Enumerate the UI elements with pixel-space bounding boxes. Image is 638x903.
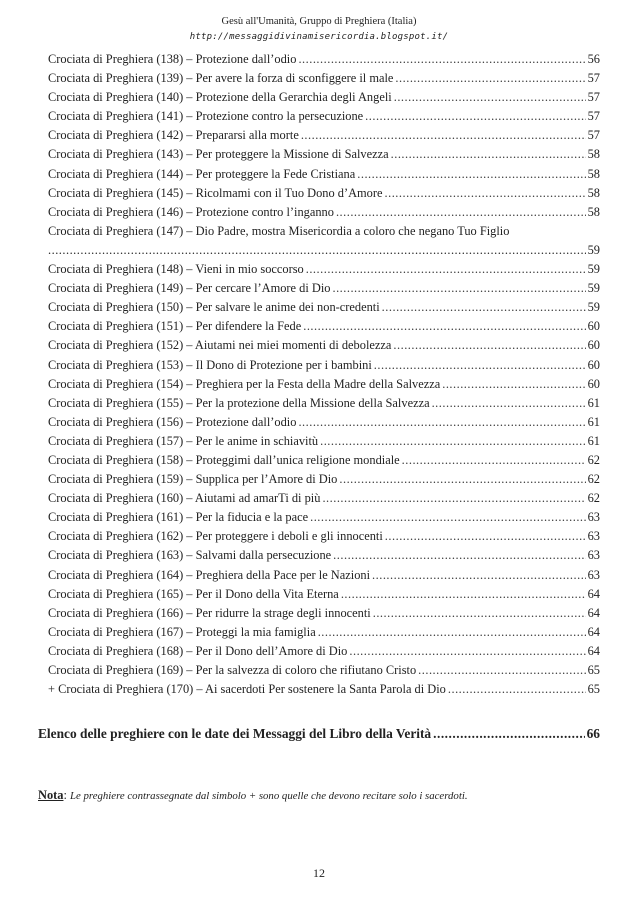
dot-leader xyxy=(48,243,586,258)
toc-entry-page: 56 xyxy=(587,52,600,66)
dot-leader xyxy=(393,338,585,353)
toc-entry-title: Crociata di Preghiera (150) – Per salvare le anime dei non-credenti xyxy=(48,300,380,315)
section-entry xyxy=(38,726,600,742)
toc-entry-page: 59 xyxy=(587,281,600,296)
toc-entry-title: Crociata di Preghiera (144) – Per proteggere la Fede Cristiana xyxy=(48,166,356,181)
toc-entry-title: Crociata di Preghiera (140) – Protezione della Gerarchia degli Angeli xyxy=(48,90,392,105)
toc-entry-title: Crociata di Preghiera (158) – Proteggimi dall’unica religione mondiale xyxy=(48,452,400,467)
toc-entry xyxy=(48,663,600,682)
toc-entry xyxy=(48,224,600,243)
toc-entry-page: 58 xyxy=(587,204,600,219)
toc-entry-page: 65 xyxy=(587,682,600,697)
dot-leader xyxy=(320,434,586,449)
toc-entry-title: Crociata di Preghiera (151) – Per difendere la Fede xyxy=(48,319,302,334)
dot-leader xyxy=(382,300,586,315)
dot-leader xyxy=(448,682,586,697)
dot-leader xyxy=(306,262,586,277)
toc-entry-page: 59 xyxy=(587,242,600,257)
section-title: Elenco delle preghiere con le date dei Messaggi del Libro della Verità xyxy=(38,726,432,741)
toc-entry-title: Crociata di Preghiera (157) – Per le anime in schiavitù xyxy=(48,433,319,448)
toc-entry xyxy=(48,281,600,300)
toc-entry xyxy=(48,587,600,606)
dot-leader xyxy=(402,453,586,468)
dot-leader xyxy=(385,529,586,544)
toc-entry xyxy=(48,491,600,510)
toc-entry-page: 64 xyxy=(587,586,600,601)
toc-entry xyxy=(48,358,600,377)
toc-entry-page: 61 xyxy=(587,433,600,448)
toc-entry-page: 64 xyxy=(587,643,600,658)
toc-entry-page: 58 xyxy=(587,147,600,162)
toc-entry xyxy=(48,109,600,128)
toc-entry xyxy=(48,128,600,147)
dot-leader xyxy=(432,396,586,411)
toc-entry-title: Crociata di Preghiera (154) – Preghiera per la Festa della Madre della Salvezza xyxy=(48,376,441,391)
toc-entry xyxy=(48,510,600,529)
note-label: Nota xyxy=(38,788,64,802)
toc-entry-page: 60 xyxy=(587,357,600,372)
toc-entry-title: Crociata di Preghiera (155) – Per la protezione della Missione della Salvezza xyxy=(48,395,430,410)
toc-entry xyxy=(48,682,600,701)
toc-entry xyxy=(48,147,600,166)
toc-entry-title: Crociata di Preghiera (139) – Per avere la forza di sconfiggere il male xyxy=(48,71,394,86)
toc-entry-title: Crociata di Preghiera (152) – Aiutami nei miei momenti di debolezza xyxy=(48,338,392,353)
toc-entry-title: Crociata di Preghiera (153) – Il Dono di Protezione per i bambini xyxy=(48,357,372,372)
toc-entry xyxy=(48,52,600,71)
dot-leader xyxy=(339,472,585,487)
dot-leader xyxy=(298,415,585,430)
toc-entry xyxy=(48,186,600,205)
toc-entry xyxy=(48,548,600,567)
toc-entry-page: 64 xyxy=(587,624,600,639)
toc-entry-page: 63 xyxy=(587,548,600,563)
toc-entry xyxy=(48,472,600,491)
page-number: 12 xyxy=(313,866,325,880)
toc-entry-page: 58 xyxy=(587,166,600,181)
dot-leader xyxy=(372,568,586,583)
toc-entry-page: 65 xyxy=(587,663,600,677)
toc-entry-title: Crociata di Preghiera (167) – Proteggi la mia famiglia xyxy=(48,624,316,639)
toc-entry-page: 57 xyxy=(587,71,600,86)
toc-entry-title: Crociata di Preghiera (168) – Per il Dono dell’Amore di Dio xyxy=(48,643,348,658)
toc-entry-page: 64 xyxy=(587,605,600,620)
dot-leader xyxy=(395,71,585,86)
toc-entry-title: + Crociata di Preghiera (170) – Ai sacerdoti Per sostenere la Santa Parola di Dio xyxy=(48,682,446,697)
dot-leader xyxy=(333,548,585,563)
dot-leader xyxy=(374,358,586,373)
toc-entry-title: Crociata di Preghiera (143) – Per proteggere la Missione di Salvezza xyxy=(48,147,389,162)
dot-leader xyxy=(433,726,584,742)
note-text: Le preghiere contrassegnate dal simbolo + sono quelle che devono recitare solo i sacerdoti. xyxy=(70,790,468,802)
dot-leader xyxy=(322,491,585,506)
toc-entry-page: 62 xyxy=(587,491,600,506)
toc-entry-page: 61 xyxy=(587,395,600,410)
header-title: Gesù all'Umanità, Gruppo di Preghiera (Italia) xyxy=(221,16,417,27)
toc-entry-page: 60 xyxy=(587,319,600,334)
toc-entry xyxy=(48,434,600,453)
toc-entry xyxy=(48,606,600,625)
toc-entry-title: Crociata di Preghiera (162) – Per proteggere i deboli e gli innocenti xyxy=(48,529,383,544)
dot-leader xyxy=(341,587,586,602)
toc-entry-page: 63 xyxy=(587,529,600,544)
toc-entry xyxy=(48,338,600,357)
toc-entry-title: Crociata di Preghiera (166) – Per ridurre la strage degli innocenti xyxy=(48,605,371,620)
dot-leader xyxy=(336,205,586,220)
toc-entry-page: 57 xyxy=(587,109,600,124)
footnote xyxy=(38,788,468,803)
toc-entry-page: 57 xyxy=(587,128,600,143)
dot-leader xyxy=(349,644,585,659)
toc-entry xyxy=(48,644,600,663)
toc-entry-continuation xyxy=(48,243,600,262)
dot-leader xyxy=(301,128,586,143)
toc-entry-page: 62 xyxy=(587,452,600,467)
toc-entry-title: Crociata di Preghiera (165) – Per il Dono della Vita Eterna xyxy=(48,586,339,601)
toc-entry-title: Crociata di Preghiera (163) – Salvami dalla persecuzione xyxy=(48,548,332,563)
dot-leader xyxy=(394,90,586,105)
dot-leader xyxy=(318,625,586,640)
table-of-contents xyxy=(48,52,600,701)
toc-entry xyxy=(48,262,600,281)
toc-entry-page: 62 xyxy=(587,472,600,487)
dot-leader xyxy=(391,147,586,162)
toc-entry-page: 59 xyxy=(587,300,600,315)
toc-entry xyxy=(48,377,600,396)
dot-leader xyxy=(357,167,585,182)
toc-entry-title: Crociata di Preghiera (145) – Ricolmami con il Tuo Dono d’Amore xyxy=(48,185,383,200)
dot-leader xyxy=(442,377,585,392)
toc-entry xyxy=(48,415,600,434)
toc-entry-title: Crociata di Preghiera (146) – Protezione contro l’inganno xyxy=(48,204,334,219)
toc-entry-page: 58 xyxy=(587,185,600,200)
toc-entry xyxy=(48,319,600,338)
toc-entry-title: Crociata di Preghiera (164) – Preghiera della Pace per le Nazioni xyxy=(48,567,371,582)
toc-entry-title: Crociata di Preghiera (169) – Per la salvezza di coloro che rifiutano Cristo xyxy=(48,663,417,677)
dot-leader xyxy=(310,510,586,525)
toc-entry-page: 60 xyxy=(587,338,600,353)
toc-entry-title: Crociata di Preghiera (156) – Protezione dall’odio xyxy=(48,414,297,429)
toc-entry-title: Crociata di Preghiera (160) – Aiutami ad amarTi di più xyxy=(48,491,321,506)
toc-entry xyxy=(48,568,600,587)
section-page: 66 xyxy=(586,726,600,741)
toc-entry xyxy=(48,529,600,548)
toc-entry-title: Crociata di Preghiera (147) – Dio Padre, mostra Misericordia a coloro che negano Tuo Figlio xyxy=(48,223,510,238)
toc-entry xyxy=(48,167,600,186)
toc-entry-page: 59 xyxy=(587,262,600,277)
toc-entry-page: 63 xyxy=(587,510,600,525)
dot-leader xyxy=(385,186,586,201)
header-url: http://messaggidivinamisericordia.blogspot.it/ xyxy=(189,32,449,42)
toc-entry-title: Crociata di Preghiera (161) – Per la fiducia e la pace xyxy=(48,510,309,525)
toc-entry-title: Crociata di Preghiera (159) – Supplica per l’Amore di Dio xyxy=(48,472,338,487)
toc-entry xyxy=(48,71,600,90)
toc-entry-title: Crociata di Preghiera (148) – Vieni in mio soccorso xyxy=(48,262,304,277)
toc-entry xyxy=(48,300,600,319)
note-colon: : xyxy=(63,788,71,802)
toc-entry-page: 60 xyxy=(587,376,600,391)
toc-entry-page: 57 xyxy=(587,90,600,105)
toc-entry-title: Crociata di Preghiera (142) – Prepararsi alla morte xyxy=(48,128,299,143)
toc-entry xyxy=(48,396,600,415)
toc-entry-title: Crociata di Preghiera (138) – Protezione dall’odio xyxy=(48,52,297,66)
toc-entry-title: Crociata di Preghiera (149) – Per cercare l’Amore di Dio xyxy=(48,281,331,296)
toc-entry xyxy=(48,625,600,644)
toc-entry xyxy=(48,453,600,472)
toc-entry xyxy=(48,205,600,224)
dot-leader xyxy=(303,319,585,334)
dot-leader xyxy=(365,109,585,124)
toc-entry-page: 61 xyxy=(587,414,600,429)
toc-entry-title: Crociata di Preghiera (141) – Protezione contro la persecuzione xyxy=(48,109,364,124)
dot-leader xyxy=(298,52,585,67)
dot-leader xyxy=(373,606,586,621)
dot-leader xyxy=(418,663,585,678)
toc-entry xyxy=(48,90,600,109)
dot-leader xyxy=(332,281,585,296)
toc-entry-page: 63 xyxy=(587,567,600,582)
